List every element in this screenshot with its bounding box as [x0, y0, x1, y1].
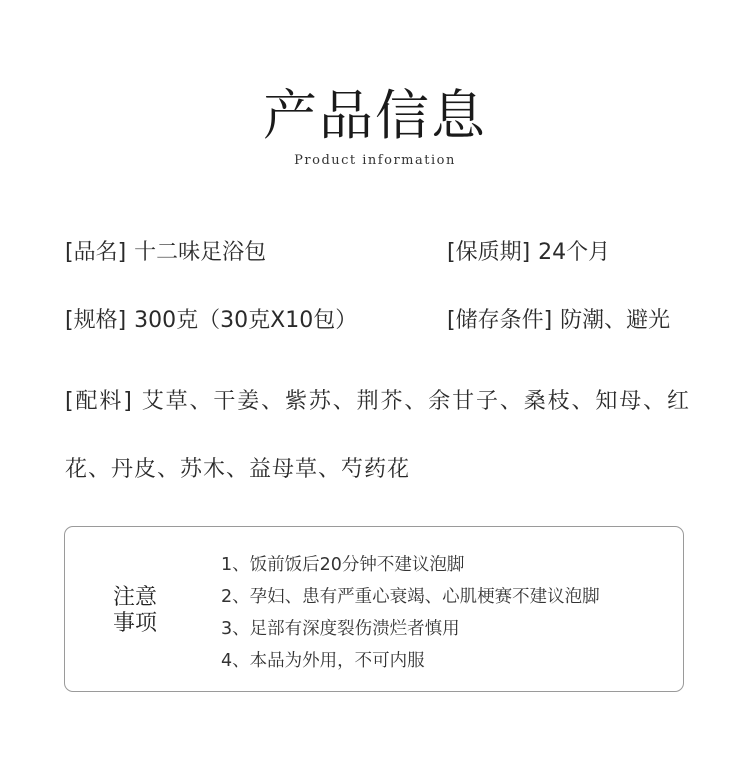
field-shelf-life-value: 24个月	[538, 240, 611, 265]
notice-item: 4、本品为外用，不可内服	[221, 651, 425, 671]
field-ingredients	[65, 368, 690, 504]
field-spec-label: [规格]	[65, 308, 127, 333]
page-subtitle: Product information	[294, 153, 456, 168]
notice-label	[113, 585, 169, 637]
field-storage-value: 防潮、避光	[560, 308, 671, 333]
field-spec	[65, 306, 357, 336]
field-storage	[447, 306, 670, 336]
notice-item: 3、足部有深度裂伤溃烂者慎用	[221, 619, 460, 639]
field-shelf-life	[447, 238, 610, 268]
field-name	[65, 238, 266, 268]
page-title: 产品信息	[263, 84, 487, 147]
field-name-value: 十二味足浴包	[134, 240, 267, 265]
notice-list	[221, 549, 600, 677]
field-shelf-life-label: [保质期]	[447, 240, 531, 265]
notice-label-line2: 事项	[113, 611, 158, 636]
field-storage-label: [储存条件]	[447, 308, 553, 333]
field-name-label: [品名]	[65, 240, 127, 265]
field-ingredients-value: 艾草、干姜、紫苏、荆芥、余甘子、桑枝、知母、红花、丹皮、苏木、益母草、芍药花	[65, 389, 690, 482]
notice-item: 2、孕妇、患有严重心衰竭、心肌梗赛不建议泡脚	[221, 587, 600, 607]
field-spec-value: 300克（30克X10包）	[134, 308, 358, 333]
notice-label-line1: 注意	[113, 585, 158, 610]
notice-box	[64, 526, 684, 692]
notice-item: 1、饭前饭后20分钟不建议泡脚	[221, 555, 465, 575]
field-ingredients-label: [配料]	[65, 389, 133, 414]
